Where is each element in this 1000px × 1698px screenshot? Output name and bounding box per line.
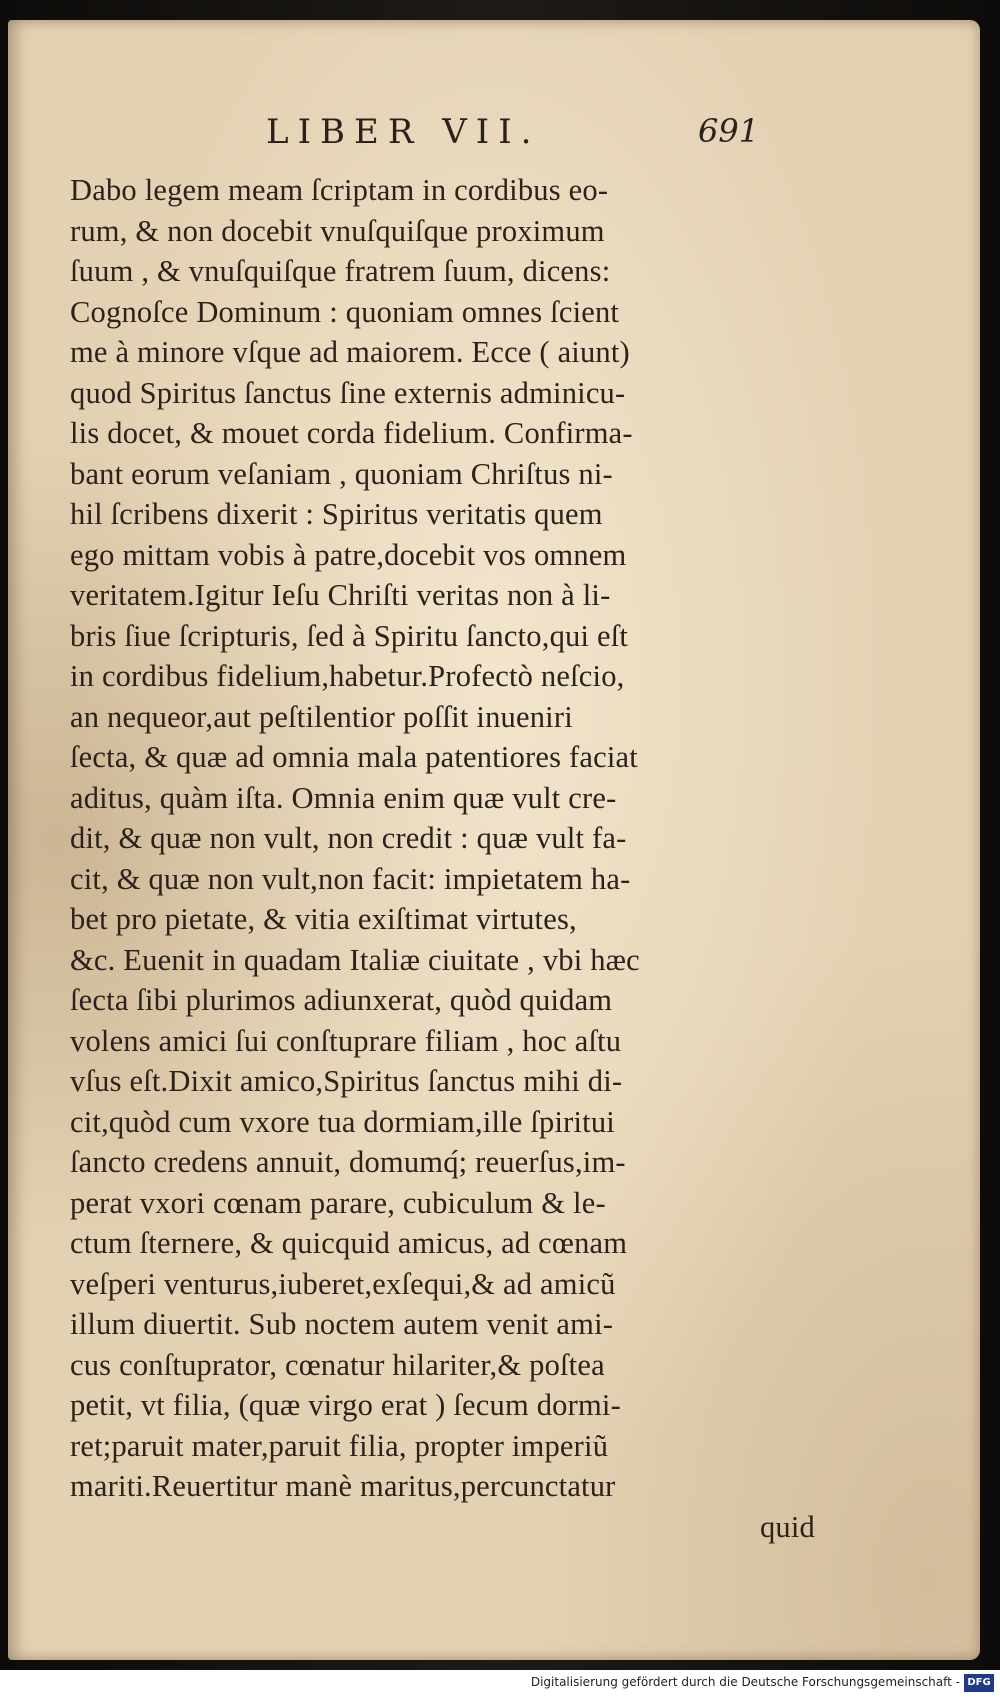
text-line: volens amici ſui conſtuprare filiam , hoc aſtu <box>70 1023 622 1058</box>
text-line: ſancto credens annuit, domumq́; reuerſus,im- <box>70 1145 626 1179</box>
page-number: 691 <box>698 112 760 150</box>
text-line: lis docet, & mouet corda fidelium. Confirma- <box>70 416 633 450</box>
text-line: dit, & quæ non vult, non credit : quæ vult fa- <box>70 821 627 855</box>
text-line: ſecta, & quæ ad omnia mala patentiores faciat <box>70 740 638 774</box>
text-line: Dabo legem meam ſcriptam in cordibus eo- <box>70 173 609 207</box>
text-line: ctum ſternere, & quicquid amicus, ad cœnam <box>70 1226 628 1260</box>
catchword: quid <box>759 1509 815 1544</box>
text-line: petit, vt filia, (quæ virgo erat ) ſecum dormi- <box>70 1388 621 1422</box>
footer-credit: Digitalisierung gefördert durch die Deutsche Forschungsgemeinschaft - <box>530 1675 960 1689</box>
running-head <box>8 112 980 172</box>
text-line: me à minore vſque ad maiorem. Ecce ( aiunt) <box>70 335 630 369</box>
digitization-footer <box>0 1670 1000 1698</box>
text-line: rum, & non docebit vnuſquiſque proximum <box>70 213 605 248</box>
text-line: cit,quòd cum vxore tua dormiam,ille ſpiritui <box>70 1104 615 1139</box>
text-line: quod Spiritus ſanctus ſine externis adminicu- <box>70 375 626 410</box>
text-line: mariti.Reuertitur manè maritus,percunctatur <box>70 1469 616 1503</box>
text-line: bet pro pietate, & vitia exiſtimat virtutes, <box>70 902 577 936</box>
text-line: vſus eſt.Dixit amico,Spiritus ſanctus mihi di- <box>70 1064 623 1098</box>
text-line: hil ſcribens dixerit : Spiritus veritatis quem <box>70 497 603 531</box>
text-line: &c. Euenit in quadam Italiæ ciuitate , vbi hæc <box>70 942 640 977</box>
dfg-logo-icon: DFG <box>964 1674 994 1692</box>
text-line: an nequeor,aut peſtilentior poſſit inueniri <box>70 699 573 734</box>
text-line: veritatem.Igitur Ieſu Chriſti veritas non à li- <box>70 578 611 612</box>
text-line: veſperi venturus,iuberet,exſequi,& ad amicũ <box>70 1266 616 1301</box>
text-line: perat vxori cœnam parare, cubiculum & le- <box>70 1185 606 1220</box>
text-line: ſecta ſibi plurimos adiunxerat, quòd quidam <box>70 983 613 1017</box>
text-line: ret;paruit mater,paruit filia, propter imperiũ <box>70 1428 609 1463</box>
text-line: illum diuertit. Sub noctem autem venit ami- <box>70 1307 614 1341</box>
text-line: in cordibus fidelium,habetur.Profectò neſcio, <box>70 659 625 693</box>
text-line: cus conſtuprator, cœnatur hilariter,& poſtea <box>70 1347 605 1382</box>
text-line: cit, & quæ non vult,non facit: impietatem ha- <box>70 861 631 896</box>
text-line: Cognoſce Dominum : quoniam omnes ſcient <box>70 294 620 329</box>
text-block <box>70 170 815 1547</box>
text-line: ego mittam vobis à patre,docebit vos omnem <box>70 537 627 572</box>
book-page <box>8 20 980 1660</box>
text-line: aditus, quàm iſta. Omnia enim quæ vult cre- <box>70 780 617 815</box>
text-line: bant eorum veſaniam , quoniam Chriſtus ni- <box>70 456 613 491</box>
text-line: ſuum , & vnuſquiſque fratrem ſuum, dicens: <box>70 254 611 288</box>
running-title: LIBER VII. <box>266 112 541 152</box>
text-line: bris ſiue ſcripturis, ſed à Spiritu ſancto,qui eſt <box>70 618 629 653</box>
